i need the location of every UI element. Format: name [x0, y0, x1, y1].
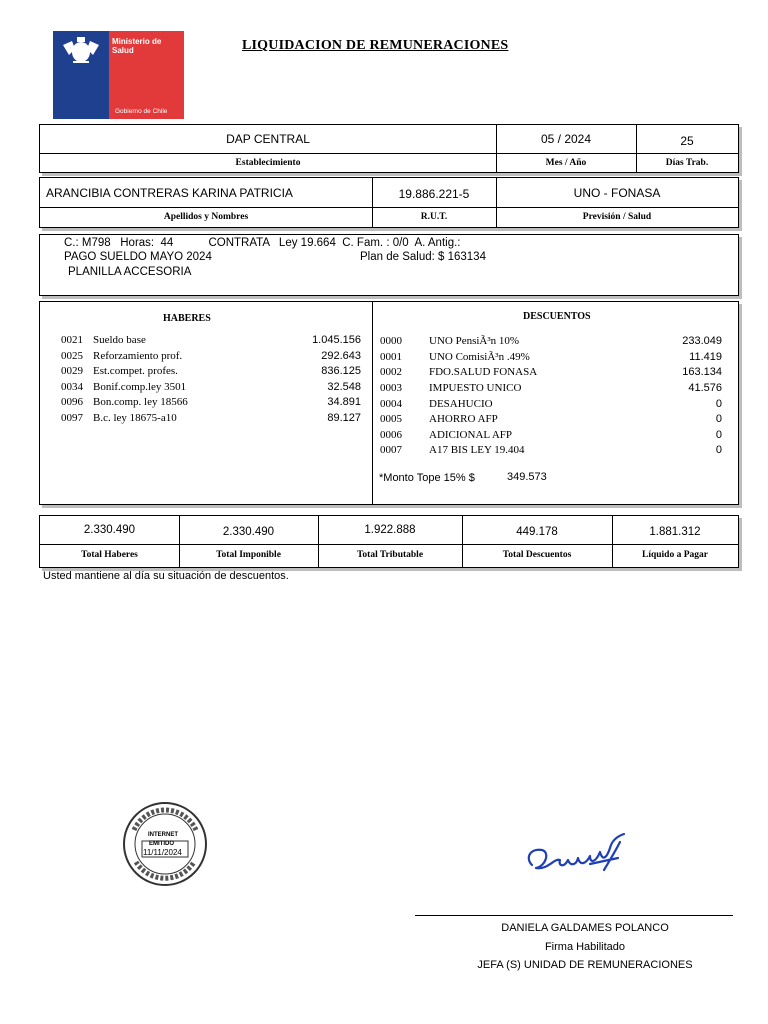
descuentos-amount: 0 — [715, 443, 722, 456]
nombre-value: ARANCIBIA CONTRERAS KARINA PATRICIA — [46, 185, 293, 200]
haberes-code: 0029 — [61, 364, 83, 377]
descuentos-desc: IMPUESTO UNICO — [429, 381, 522, 394]
stamp-date: 11/11/2024 — [143, 848, 182, 857]
descuentos-row — [380, 364, 722, 379]
descuentos-row — [380, 333, 722, 348]
prevision-label: Previsión / Salud — [582, 212, 652, 222]
haberes-desc: Est.compet. profes. — [93, 364, 178, 377]
dias-trab-label: Días Trab. — [665, 157, 709, 168]
haberes-descuentos-box — [39, 301, 739, 505]
ministerio-salud-logo — [53, 31, 184, 119]
total-descuentos-label: Total Descuentos — [502, 550, 572, 560]
logo-ministerio-text: Ministerio de — [112, 37, 162, 46]
prevision-value: UNO - FONASA — [573, 185, 661, 200]
descuentos-desc: AHORRO AFP — [429, 412, 498, 425]
haberes-amount: 32.548 — [327, 380, 361, 393]
total-haberes-value: 2.330.490 — [83, 524, 136, 536]
descuentos-row — [380, 442, 722, 457]
haberes-amount: 34.891 — [327, 395, 361, 408]
official-stamp — [120, 800, 210, 888]
haberes-code: 0025 — [61, 349, 83, 362]
haberes-row — [61, 379, 361, 394]
plan-salud: Plan de Salud: $ 163134 — [360, 251, 486, 263]
descuentos-amount: 41.576 — [688, 381, 722, 394]
descuentos-code: 0007 — [380, 443, 402, 456]
total-tributable-value: 1.922.888 — [364, 524, 416, 536]
haberes-title: HABERES — [163, 313, 211, 324]
haberes-desc: Bon.comp. ley 18566 — [93, 395, 188, 408]
mes-anio-label: Mes / Año — [545, 157, 587, 168]
haberes-amount: 292.643 — [321, 349, 361, 362]
descuentos-row — [380, 349, 722, 364]
descuentos-desc: FDO.SALUD FONASA — [429, 365, 538, 378]
descuentos-amount: 233.049 — [682, 334, 722, 347]
haberes-amount: 836.125 — [321, 364, 361, 377]
establecimiento-value: DAP CENTRAL — [226, 132, 310, 146]
descuentos-amount: 0 — [715, 428, 722, 441]
haberes-row — [61, 332, 361, 347]
total-tributable-label: Total Tributable — [356, 550, 424, 560]
descuentos-row — [380, 411, 722, 426]
descuentos-amount: 163.134 — [682, 365, 722, 378]
haberes-desc: Reforzamiento prof. — [93, 349, 183, 362]
nombre-label: Apellidos y Nombres — [163, 212, 249, 222]
total-imponible-label: Total Imponible — [216, 550, 281, 560]
descuentos-code: 0005 — [380, 412, 402, 425]
document-title: LIQUIDACION DE REMUNERACIONES — [242, 38, 509, 53]
total-imponible-value: 2.330.490 — [222, 526, 275, 538]
status-note: Usted mantiene al día su situación de descuentos. — [43, 570, 289, 582]
haberes-desc: Sueldo base — [93, 333, 146, 346]
descuentos-desc: UNO ComisiÃ³n .49% — [429, 350, 530, 363]
descuentos-desc: DESAHUCIO — [429, 397, 493, 410]
empleado-box — [39, 177, 739, 228]
signer-role: Firma Habilitado — [544, 941, 626, 953]
monto-tope-label: *Monto Tope 15% $ — [379, 472, 475, 484]
haberes-row — [61, 394, 361, 409]
descuentos-code: 0004 — [380, 397, 402, 410]
contrato-info-box — [39, 234, 739, 296]
total-descuentos-value: 449.178 — [516, 526, 558, 538]
descuentos-amount: 11.419 — [689, 350, 722, 363]
descuentos-desc: ADICIONAL AFP — [429, 428, 513, 441]
descuentos-amount: 0 — [715, 412, 722, 425]
handwritten-signature — [520, 830, 635, 885]
descuentos-code: 0001 — [380, 350, 402, 363]
coat-of-arms-icon — [59, 35, 103, 65]
rut-value: 19.886.221-5 — [398, 187, 470, 201]
establecimiento-label: Establecimiento — [235, 157, 301, 168]
total-haberes-label: Total Haberes — [81, 550, 138, 560]
signer-name: DANIELA GALDAMES POLANCO — [501, 922, 669, 934]
monto-tope-value: 349.573 — [507, 471, 547, 483]
descuentos-desc: A17 BIS LEY 19.404 — [429, 443, 525, 456]
haberes-code: 0097 — [61, 411, 83, 424]
descuentos-row — [380, 396, 722, 411]
stamp-internet: INTERNET — [148, 832, 178, 838]
logo-gobierno-text: Gobierno de Chile — [115, 108, 168, 115]
descuentos-code: 0002 — [380, 365, 402, 378]
descuentos-code: 0003 — [380, 381, 402, 394]
planilla-tipo: PLANILLA ACCESORIA — [68, 266, 192, 278]
descuentos-code: 0006 — [380, 428, 402, 441]
descuentos-row — [380, 427, 722, 442]
descuentos-row — [380, 380, 722, 395]
haberes-row — [61, 410, 361, 425]
descuentos-title: DESCUENTOS — [523, 311, 591, 322]
descuentos-desc: UNO PensiÃ³n 10% — [429, 334, 520, 347]
liquido-pagar-value: 1.881.312 — [649, 526, 701, 538]
haberes-desc: B.c. ley 18675-a10 — [93, 411, 177, 424]
haberes-amount: 1.045.156 — [312, 333, 361, 346]
logo-salud-text: Salud — [112, 46, 134, 55]
haberes-code: 0034 — [61, 380, 83, 393]
mes-anio-value: 05 / 2024 — [540, 132, 592, 146]
haberes-row — [61, 363, 361, 378]
stamp-emitido: EMITIDO — [149, 841, 174, 847]
haberes-desc: Bonif.comp.ley 3501 — [93, 380, 187, 393]
descuentos-code: 0000 — [380, 334, 402, 347]
haberes-row — [61, 348, 361, 363]
dias-trab-value: 25 — [680, 134, 694, 148]
rut-label: R.U.T. — [420, 212, 448, 222]
haberes-code: 0021 — [61, 333, 83, 346]
totales-box — [39, 515, 739, 568]
contrato-info-line: C.: M798 Horas: 44 CONTRATA Ley 19.664 C. Fam. : 0/0 A. Antig.: — [64, 237, 461, 249]
liquido-pagar-label: Líquido a Pagar — [642, 550, 708, 560]
signer-position: JEFA (S) UNIDAD DE REMUNERACIONES — [477, 959, 693, 971]
haberes-amount: 89.127 — [327, 411, 361, 424]
establecimiento-box — [39, 124, 739, 173]
signature-line — [415, 915, 733, 916]
periodo-pago: PAGO SUELDO MAYO 2024 — [64, 251, 212, 263]
haberes-code: 0096 — [61, 395, 83, 408]
descuentos-amount: 0 — [715, 397, 722, 410]
